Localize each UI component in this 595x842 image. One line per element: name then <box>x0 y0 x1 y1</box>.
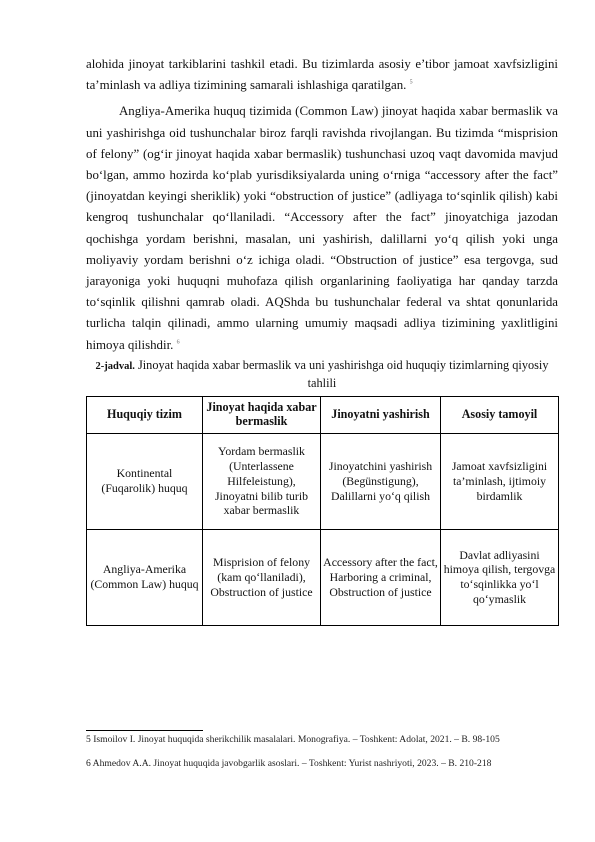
table-row <box>87 529 559 625</box>
paragraph-common-law <box>86 101 558 355</box>
table-cell: Angliya-Amerika (Common Law) huquq <box>87 529 203 625</box>
table-cell: Jinoyatchini yashirish (Begünstigung), Dalillarni yo‘q qilish <box>321 433 441 529</box>
header-legal-system: Huquqiy tizim <box>87 396 203 433</box>
table-cell: Accessory after the fact, Harboring a criminal, Obstruction of justice <box>321 529 441 625</box>
paragraph-text: alohida jinoyat tarkiblarini tashkil etadi. Bu tizimlarda asosiy e’tibor jamoat xavfsizligini ta’minlash va adliya tizimining samarali ishlashiga qaratilgan. <box>86 57 558 93</box>
paragraph-continuation <box>86 54 558 96</box>
footnote-6: 6 Ahmedov A.A. Jinoyat huquqida javobgarlik asoslari. – Toshkent: Yurist nashriyoti, 2023. – B. 210-218 <box>86 758 492 769</box>
header-non-reporting: Jinoyat haqida xabar bermaslik <box>203 396 321 433</box>
header-principle: Asosiy tamoyil <box>441 396 559 433</box>
paragraph-text: Angliya-Amerika huquq tizimida (Common Law) jinoyat haqida xabar bermaslik va uni yashirishga oid tushunchalar biroz farqli ravishda rivojlangan. Bu tizimda “misprision of felony” (og‘ir jinoyat haqida xabar bermaslik) tushunchasi uzoq vaqt davomida mavjud bo‘lgan, ammo hozirda ko‘plab yurisdiksiyalarda uning o‘rniga “accessory after the fact” (jinoyatdan keyingi sheriklik) yoki “obstruction of justice” (adliyaga to‘sqinlik qilish) kabi kengroq tushunchalar qo‘llaniladi. “Accessory after the fact” jinoyatchiga jazodan qochishga yordam berishni, masalan, uni yashirish, dalillarni yo‘q qilish yoki unga moliyaviy yordam berishni o‘z ichiga oladi. “Obstruction of justice” esa tergovga, sud jarayoniga yoki huquqni muhofaza qilish organlarining faoliyatiga har qanday tarzda to‘sqinlik qilishni qamrab oladi. AQShda bu tushunchalar federal va shtat qonunlarida turlicha talqin qilinadi, ammo ularning umumiy maqsadi adliya tizimining yaxlitligini himoya qilishdir. <box>86 104 558 352</box>
page-content <box>86 54 558 626</box>
table-cell: Davlat adliyasini himoya qilish, tergovga to‘sqinlikka yo‘l qo‘ymaslik <box>441 529 559 625</box>
table-header-row <box>87 396 559 433</box>
footnote-5: 5 Ismoilov I. Jinoyat huquqida sherikchilik masalalari. Monografiya. – Toshkent: Adolat, 2021. – B. 98-105 <box>86 734 500 745</box>
table-cell: Kontinental (Fuqarolik) huquq <box>87 433 203 529</box>
footnote-mark-5[interactable]: 5 <box>409 79 413 86</box>
table-row <box>87 433 559 529</box>
table-cell: Yordam bermaslik (Unterlassene Hilfeleistung), Jinoyatni bilib turib xabar bermaslik <box>203 433 321 529</box>
comparison-table <box>86 396 559 626</box>
table-cell: Jamoat xavfsizligini ta’minlash, ijtimoiy birdamlik <box>441 433 559 529</box>
table-caption <box>86 357 558 392</box>
footnote-mark-6[interactable]: 6 <box>176 339 180 346</box>
table-cell: Misprision of felony (kam qo‘llaniladi), Obstruction of justice <box>203 529 321 625</box>
table-caption-label: 2-jadval. <box>95 360 135 372</box>
header-concealment: Jinoyatni yashirish <box>321 396 441 433</box>
table-caption-text: Jinoyat haqida xabar bermaslik va uni yashirishga oid huquqiy tizimlarning qiyosiy tahlili <box>137 357 549 391</box>
footnote-divider <box>86 730 203 731</box>
